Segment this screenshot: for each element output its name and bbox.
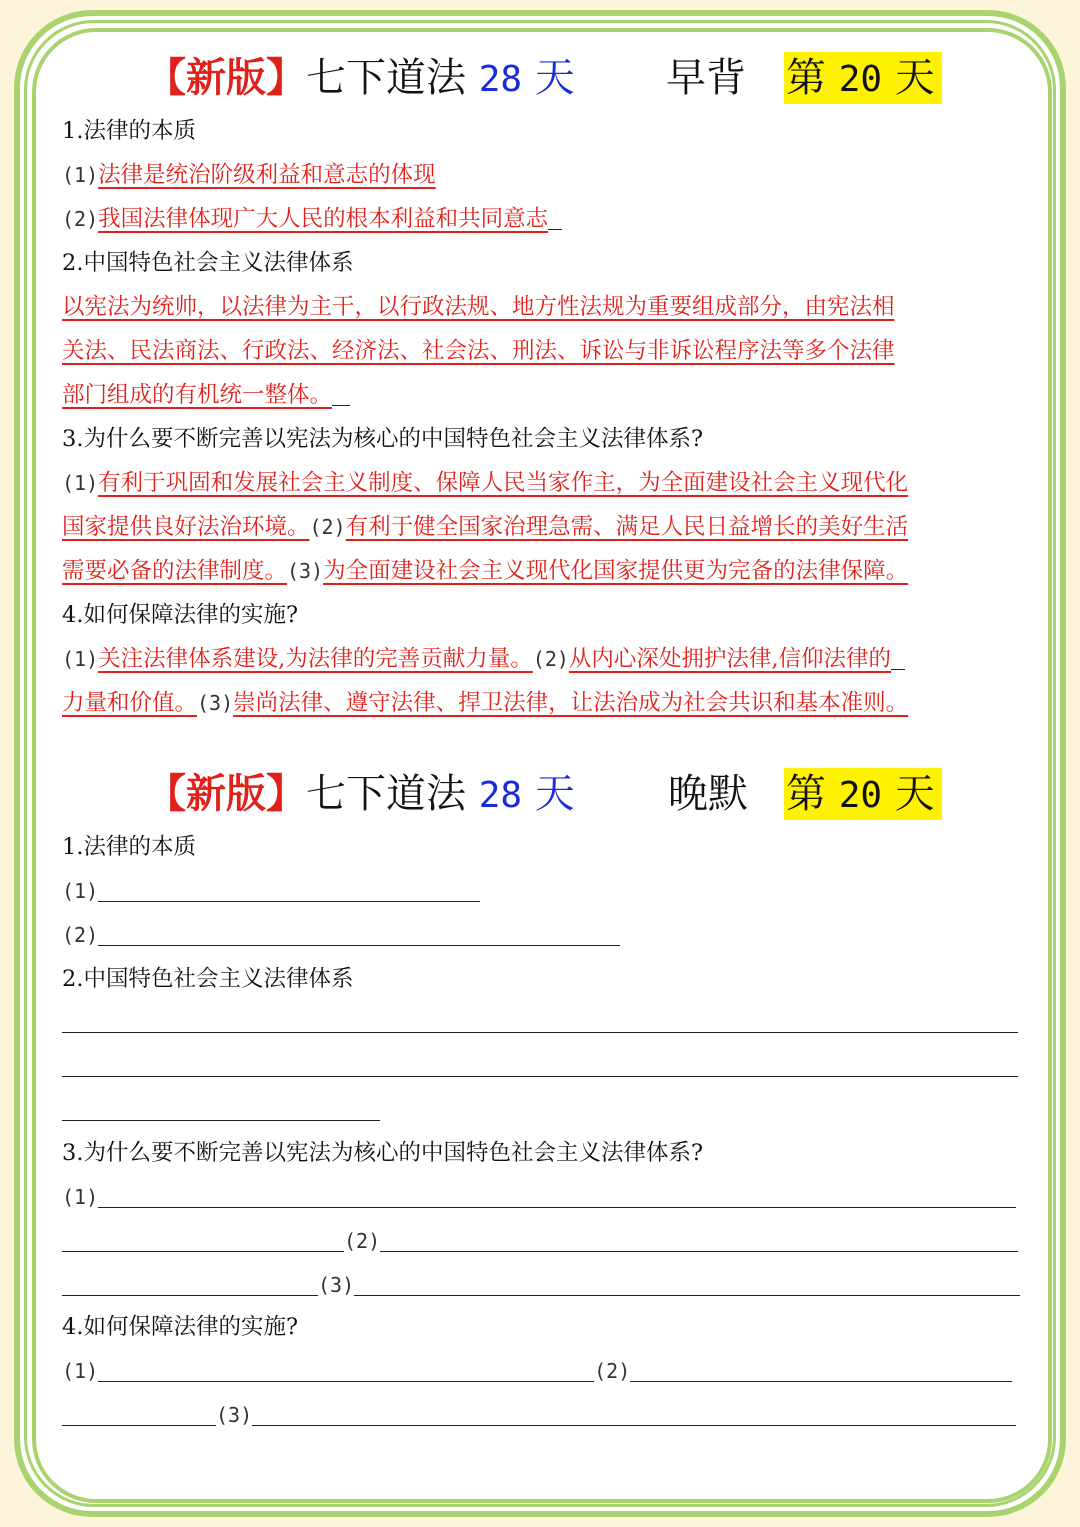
answer-text: 我国法律体现广大人民的根本利益和共同意志 xyxy=(98,206,549,232)
q1-answer-1 xyxy=(62,158,436,192)
title-day-number: 20 xyxy=(838,775,883,816)
label: (2) xyxy=(344,1229,381,1253)
q2-answer-line-1 xyxy=(62,290,895,324)
q4-answer-line-1 xyxy=(62,642,905,676)
e-q4-heading: 4.如何保障法律的实施? xyxy=(62,1314,299,1340)
q1-heading: 1.法律的本质 xyxy=(62,118,196,144)
title-tian: 天 xyxy=(894,55,935,101)
answer-blank[interactable] xyxy=(62,1031,1018,1033)
answer-blank[interactable] xyxy=(354,1294,1020,1296)
answer-text: 崇尚法律、遵守法律、捍卫法律，让法治成为社会共识和基本准则。 xyxy=(233,690,909,716)
answer-blank[interactable] xyxy=(98,1206,1016,1208)
e-q1-blank-1 xyxy=(62,874,480,908)
answer-blank[interactable] xyxy=(62,1119,380,1121)
answer-text: 需要必备的法律制度。 xyxy=(62,558,288,584)
title-di: 第 xyxy=(786,55,826,101)
label: (2) xyxy=(309,515,346,539)
label: (1) xyxy=(62,163,99,187)
label: (2) xyxy=(594,1359,631,1383)
e-q1-blank-2 xyxy=(62,918,620,952)
title-mode-evening: 晚默 xyxy=(668,771,748,817)
e-q2-heading: 2.中国特色社会主义法律体系 xyxy=(62,966,354,992)
q2-answer-line-2 xyxy=(62,334,895,368)
title-di: 第 xyxy=(786,771,826,817)
answer-blank[interactable] xyxy=(62,1424,216,1426)
answer-text: 以宪法为统帅，以法律为主干，以行政法规、地方性法规为重要组成部分，由宪法相 xyxy=(62,294,895,320)
title-tian: 天 xyxy=(894,771,935,817)
label: (3) xyxy=(287,559,324,583)
e-q3-blank-3 xyxy=(62,1268,1020,1302)
label: (1) xyxy=(62,879,99,903)
title-mode-morning: 早背 xyxy=(666,55,746,101)
label: (1) xyxy=(62,647,99,671)
answer-text: 法律是统治阶级利益和意志的体现 xyxy=(98,162,436,188)
label: (3) xyxy=(318,1273,355,1297)
answer-blank[interactable] xyxy=(98,900,480,902)
answer-blank[interactable] xyxy=(98,1380,594,1382)
answer-text: 力量和价值。 xyxy=(62,690,198,716)
answer-blank[interactable] xyxy=(62,1250,344,1252)
answer-text: 有利于巩固和发展社会主义制度、保障人民当家作主，为全面建设社会主义现代化 xyxy=(98,470,909,496)
answer-text: 部门组成的有机统一整体。 xyxy=(62,382,333,408)
title-day-morning xyxy=(786,48,935,108)
answer-text: 有利于健全国家治理急需、满足人民日益增长的美好生活 xyxy=(345,514,909,540)
label: (2) xyxy=(62,207,99,231)
label: (2) xyxy=(532,647,569,671)
answer-blank[interactable] xyxy=(380,1250,1018,1252)
title-day-evening xyxy=(786,764,935,824)
e-q4-blank-1 xyxy=(62,1354,1012,1388)
q2-answer-line-3 xyxy=(62,378,350,412)
label: (3) xyxy=(216,1403,253,1427)
title-evening xyxy=(146,764,575,824)
answer-text: 从内心深处拥护法律,信仰法律的 xyxy=(568,646,892,672)
e-q3-blank-1 xyxy=(62,1180,1016,1214)
title-day-word: 天 xyxy=(534,771,575,817)
e-q1-heading: 1.法律的本质 xyxy=(62,834,196,860)
title-day-number: 20 xyxy=(838,59,883,100)
title-subject: 七下道法 xyxy=(306,55,466,101)
label: (1) xyxy=(62,471,99,495)
label: (1) xyxy=(62,1359,99,1383)
answer-blank[interactable] xyxy=(98,944,620,946)
label: (2) xyxy=(62,923,99,947)
q3-answer-line-1 xyxy=(62,466,908,500)
e-q3-heading: 3.为什么要不断完善以宪法为核心的中国特色社会主义法律体系? xyxy=(62,1140,704,1166)
q3-answer-line-2 xyxy=(62,510,908,544)
title-bracket: 【新版】 xyxy=(146,770,306,817)
q4-heading: 4.如何保障法律的实施? xyxy=(62,602,299,628)
answer-text: 为全面建设社会主义现代化国家提供更为完备的法律保障。 xyxy=(323,558,909,584)
e-q3-blank-2 xyxy=(62,1224,1018,1258)
label: (3) xyxy=(197,691,234,715)
q3-heading: 3.为什么要不断完善以宪法为核心的中国特色社会主义法律体系? xyxy=(62,426,704,452)
title-day-word: 天 xyxy=(534,55,575,101)
answer-text: 关注法律体系建设,为法律的完善贡献力量。 xyxy=(98,646,533,672)
answer-blank[interactable] xyxy=(630,1380,1012,1382)
answer-text: 国家提供良好法治环境。 xyxy=(62,514,310,540)
answer-text: 关法、民法商法、行政法、经济法、社会法、刑法、诉讼与非诉讼程序法等多个法律 xyxy=(62,338,895,364)
title-morning xyxy=(146,48,575,108)
q2-heading: 2.中国特色社会主义法律体系 xyxy=(62,250,354,276)
e-q4-blank-2 xyxy=(62,1398,1016,1432)
title-num: 28 xyxy=(478,59,523,100)
q3-answer-line-3 xyxy=(62,554,908,588)
label: (1) xyxy=(62,1185,99,1209)
title-subject: 七下道法 xyxy=(306,771,466,817)
title-num: 28 xyxy=(478,775,523,816)
q1-answer-2 xyxy=(62,202,562,236)
title-bracket: 【新版】 xyxy=(146,54,306,101)
answer-blank[interactable] xyxy=(252,1424,1016,1426)
answer-blank[interactable] xyxy=(62,1075,1018,1077)
answer-blank[interactable] xyxy=(62,1294,318,1296)
q4-answer-line-2 xyxy=(62,686,908,720)
